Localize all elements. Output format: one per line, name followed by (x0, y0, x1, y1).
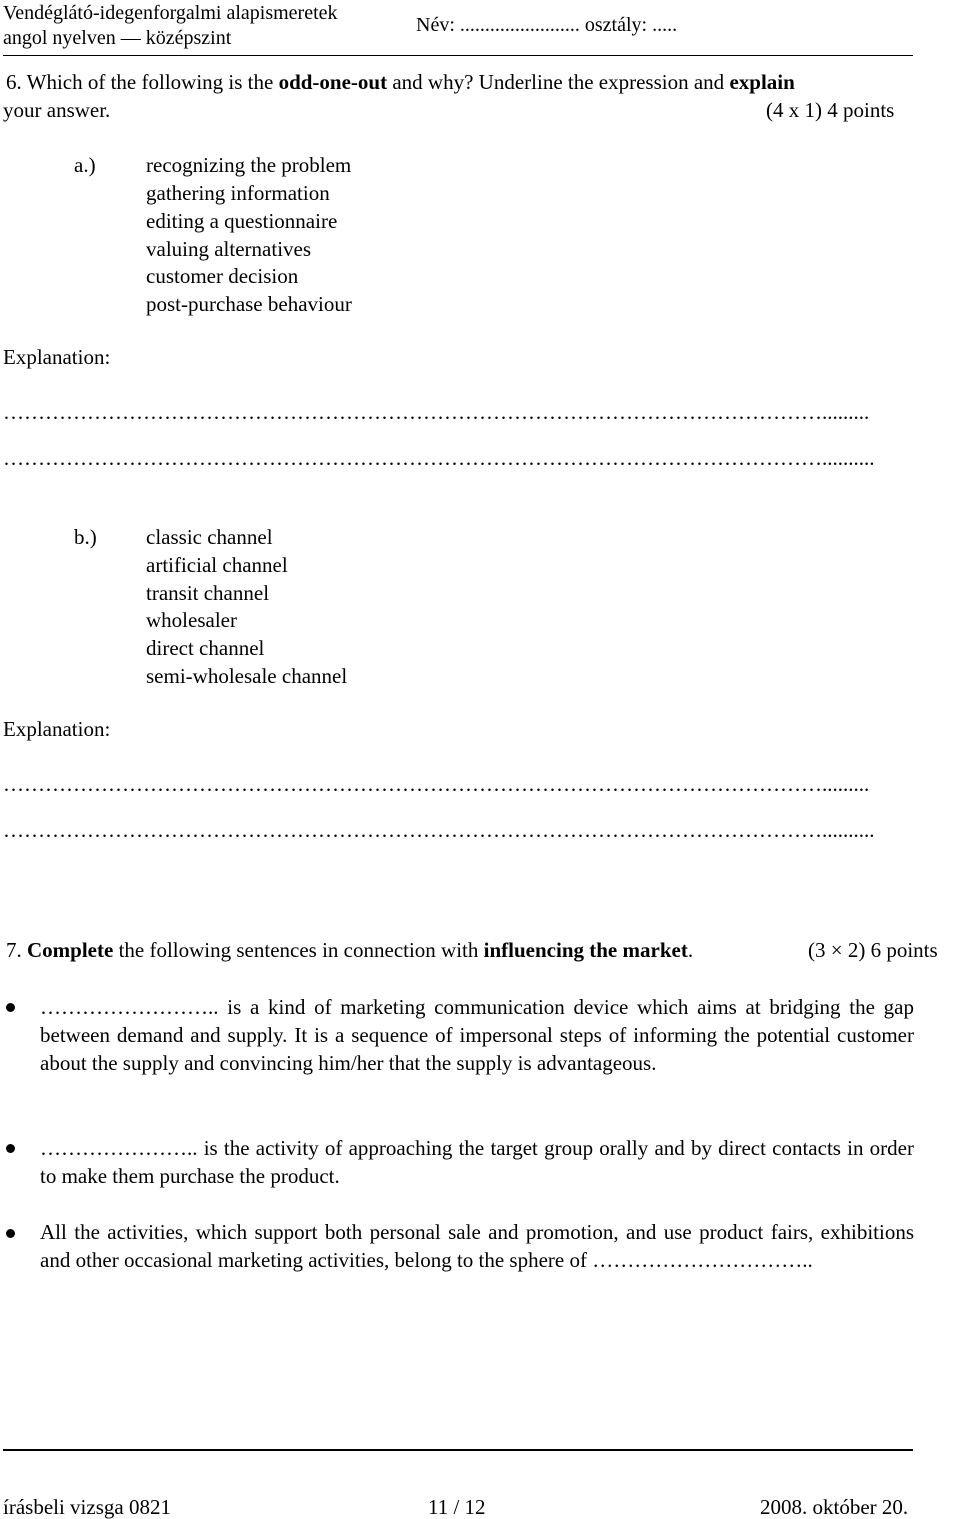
q6-points: (4 x 1) 4 points (766, 98, 895, 122)
q6a-explanation-label: Explanation: (3, 345, 111, 369)
q6a-option[interactable]: post-purchase behaviour (146, 292, 352, 316)
q6a-option[interactable]: gathering information (146, 181, 330, 205)
q6b-option[interactable]: semi-wholesale channel (146, 664, 348, 688)
header-rule (3, 55, 913, 56)
q6a-option[interactable]: valuing alternatives (146, 237, 312, 261)
q6a-label: a.) (74, 153, 96, 177)
bullet-icon (6, 1229, 15, 1238)
q6b-answer-line[interactable]: ………………………………………………………………………………………………………......... (3, 774, 870, 795)
q7-bullet-item[interactable]: …………………….. is a kind of marketing communication device which aims at bridging the gap between demand and supply. It is a sequence of impersonal steps of informing the potential customer about the supply and convincing him/her that the supply is advantageous. (40, 995, 914, 1075)
q6a-option[interactable]: customer decision (146, 264, 299, 288)
q7-bullet-item[interactable]: All the activities, which support both personal sale and promotion, and use product fairs, exhibitions and other occasional marketing activities, belong to the sphere of ………………………….. (40, 1220, 914, 1272)
q7-points: (3 × 2) 6 points (808, 938, 938, 962)
footer-exam-code: írásbeli vizsga 0821 (3, 1495, 171, 1519)
q6a-option[interactable]: editing a questionnaire (146, 209, 338, 233)
footer-page-number: 11 / 12 (428, 1495, 486, 1519)
header-title-line2: angol nyelven — középszint (3, 27, 232, 49)
q6b-option[interactable]: artificial channel (146, 553, 288, 577)
q6b-option[interactable]: wholesaler (146, 608, 237, 632)
header-title-line1: Vendéglátó-idegenforgalmi alapismeretek (3, 2, 338, 24)
header-name-class-field: Név: ........................ osztály: ..... (416, 14, 678, 36)
q6b-explanation-label: Explanation: (3, 717, 111, 741)
q6b-answer-line[interactable]: ……………………………………………………………………………………………………….......... (3, 820, 875, 841)
q7-question-line: 7. Complete the following sentences in connection with influencing the market. (6, 938, 694, 962)
q6-question-line2: your answer. (3, 98, 111, 122)
bullet-icon (6, 1003, 15, 1012)
footer-rule (3, 1449, 913, 1451)
q6a-answer-line[interactable]: ……………………………………………………………………………………………………….......... (3, 448, 875, 469)
q6b-option[interactable]: direct channel (146, 636, 265, 660)
footer-date: 2008. október 20. (760, 1495, 909, 1519)
q7-bullet-item[interactable]: ………………….. is the activity of approaching the target group orally and by direct contacts in order to make them purchase the product. (40, 1136, 914, 1188)
q6b-option[interactable]: classic channel (146, 525, 273, 549)
q6b-option[interactable]: transit channel (146, 581, 270, 605)
q6a-option[interactable]: recognizing the problem (146, 153, 352, 177)
q6a-answer-line[interactable]: ………………………………………………………………………………………………………......... (3, 402, 870, 423)
q6b-label: b.) (74, 525, 97, 549)
q6-question-line1: 6. Which of the following is the odd-one-out and why? Underline the expression and explain (6, 70, 795, 94)
bullet-icon (6, 1144, 15, 1153)
